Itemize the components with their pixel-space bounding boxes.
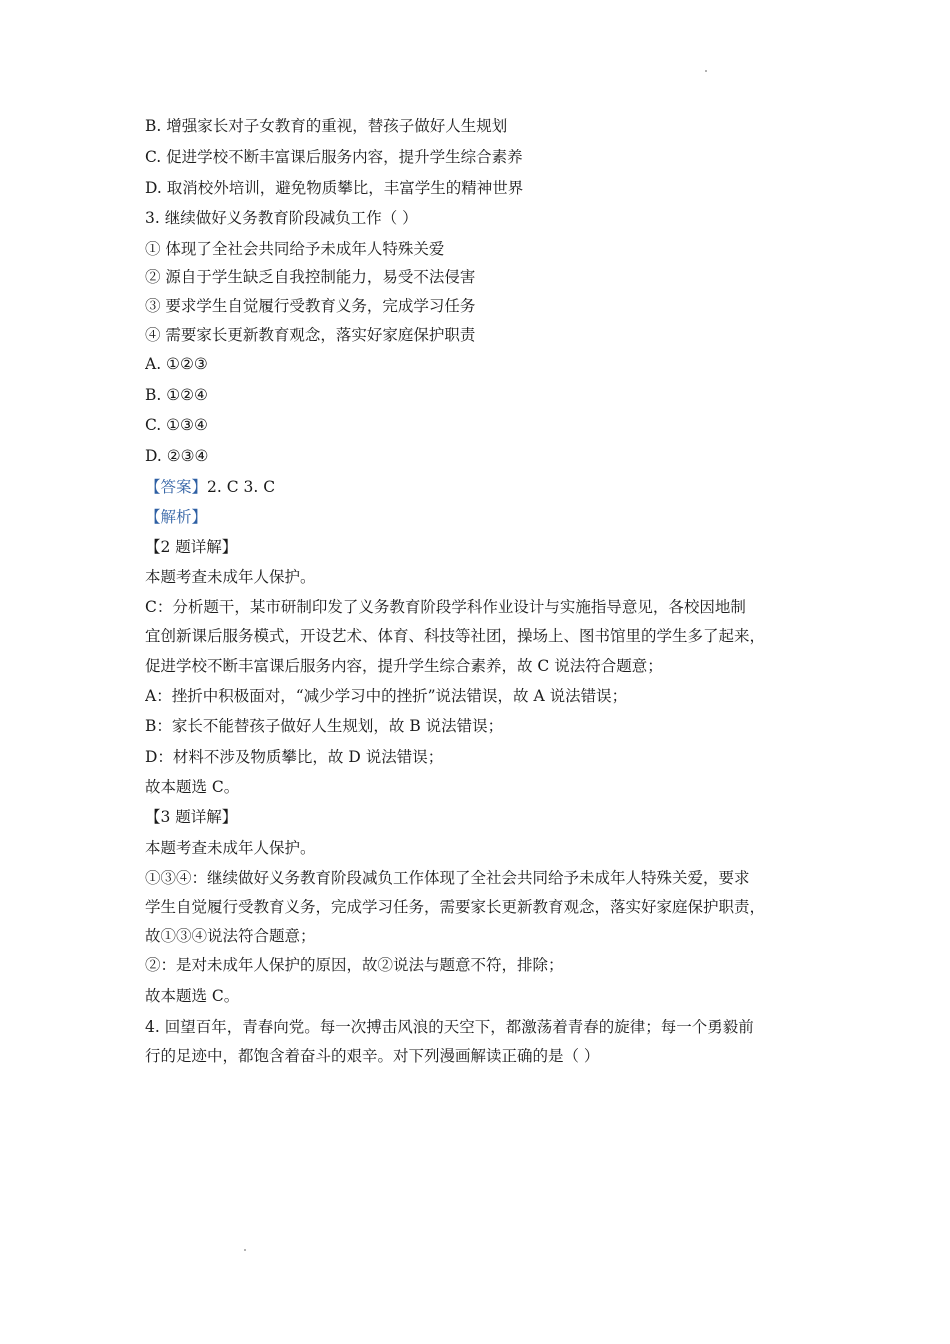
q2-explanation-a: A：挫折中积极面对，“减少学习中的挫折”说法错误，故 A 说法错误；	[145, 687, 628, 705]
q3-topic: 本题考查未成年人保护。	[145, 839, 316, 857]
q3-explanation-4: ②：是对未成年人保护的原因，故②说法与题意不符，排除；	[145, 956, 564, 974]
option-c-q2: C. 促进学校不断丰富课后服务内容，提升学生综合素养	[145, 148, 523, 166]
question-4-stem-1: 4. 回望百年，青春向党。每一次搏击风浪的天空下，都激荡着青春的旋律；每一个勇毅前	[145, 1018, 754, 1036]
option-a-q3: A. ①②③	[145, 355, 208, 373]
q2-explanation-d: D：材料不涉及物质攀比，故 D 说法错误；	[145, 748, 444, 766]
q2-conclusion: 故本题选 C。	[145, 778, 240, 796]
q2-topic: 本题考查未成年人保护。	[145, 568, 316, 586]
statement-3: ③ 要求学生自觉履行受教育义务，完成学习任务	[145, 297, 476, 315]
analysis-label: 【解析】	[145, 508, 208, 526]
q2-explanation-c-1: C：分析题干，某市研制印发了义务教育阶段学科作业设计与实施指导意见，各校因地制	[145, 598, 746, 616]
option-c-q3: C. ①③④	[145, 416, 208, 434]
question-4-stem-2: 行的足迹中，都饱含着奋斗的艰辛。对下列漫画解读正确的是（ ）	[145, 1047, 600, 1065]
answer-values: 2. C 3. C	[207, 478, 276, 496]
statement-4: ④ 需要家长更新教育观念，落实好家庭保护职责	[145, 326, 476, 344]
option-d-q3: D. ②③④	[145, 447, 209, 465]
option-b-q2: B. 增强家长对子女教育的重视，替孩子做好人生规划	[145, 117, 508, 135]
q2-detail-heading: 【2 题详解】	[145, 538, 238, 556]
q2-explanation-c-2: 宜创新课后服务模式，开设艺术、体育、科技等社团，操场上、图书馆里的学生多了起来，	[145, 627, 766, 645]
page-mark-bottom	[244, 1249, 246, 1251]
q3-detail-heading: 【3 题详解】	[145, 808, 238, 826]
q3-conclusion: 故本题选 C。	[145, 987, 240, 1005]
statement-1: ① 体现了全社会共同给予未成年人特殊关爱	[145, 240, 445, 258]
q2-explanation-b: B：家长不能替孩子做好人生规划，故 B 说法错误；	[145, 717, 504, 735]
page-mark-top	[705, 70, 707, 72]
answer-line	[145, 475, 825, 499]
q3-explanation-1: ①③④：继续做好义务教育阶段减负工作体现了全社会共同给予未成年人特殊关爱，要求	[145, 869, 750, 887]
statement-2: ② 源自于学生缺乏自我控制能力，易受不法侵害	[145, 268, 476, 286]
q2-explanation-c-3: 促进学校不断丰富课后服务内容，提升学生综合素养，故 C 说法符合题意；	[145, 657, 663, 675]
option-b-q3: B. ①②④	[145, 386, 208, 404]
q3-explanation-3: 故①③④说法符合题意；	[145, 927, 316, 945]
question-3-stem: 3. 继续做好义务教育阶段减负工作（ ）	[145, 209, 418, 227]
q3-explanation-2: 学生自觉履行受教育义务，完成学习任务，需要家长更新教育观念，落实好家庭保护职责，	[145, 898, 766, 916]
option-d-q2: D. 取消校外培训，避免物质攀比，丰富学生的精神世界	[145, 179, 524, 197]
answer-label: 【答案】	[145, 478, 208, 496]
